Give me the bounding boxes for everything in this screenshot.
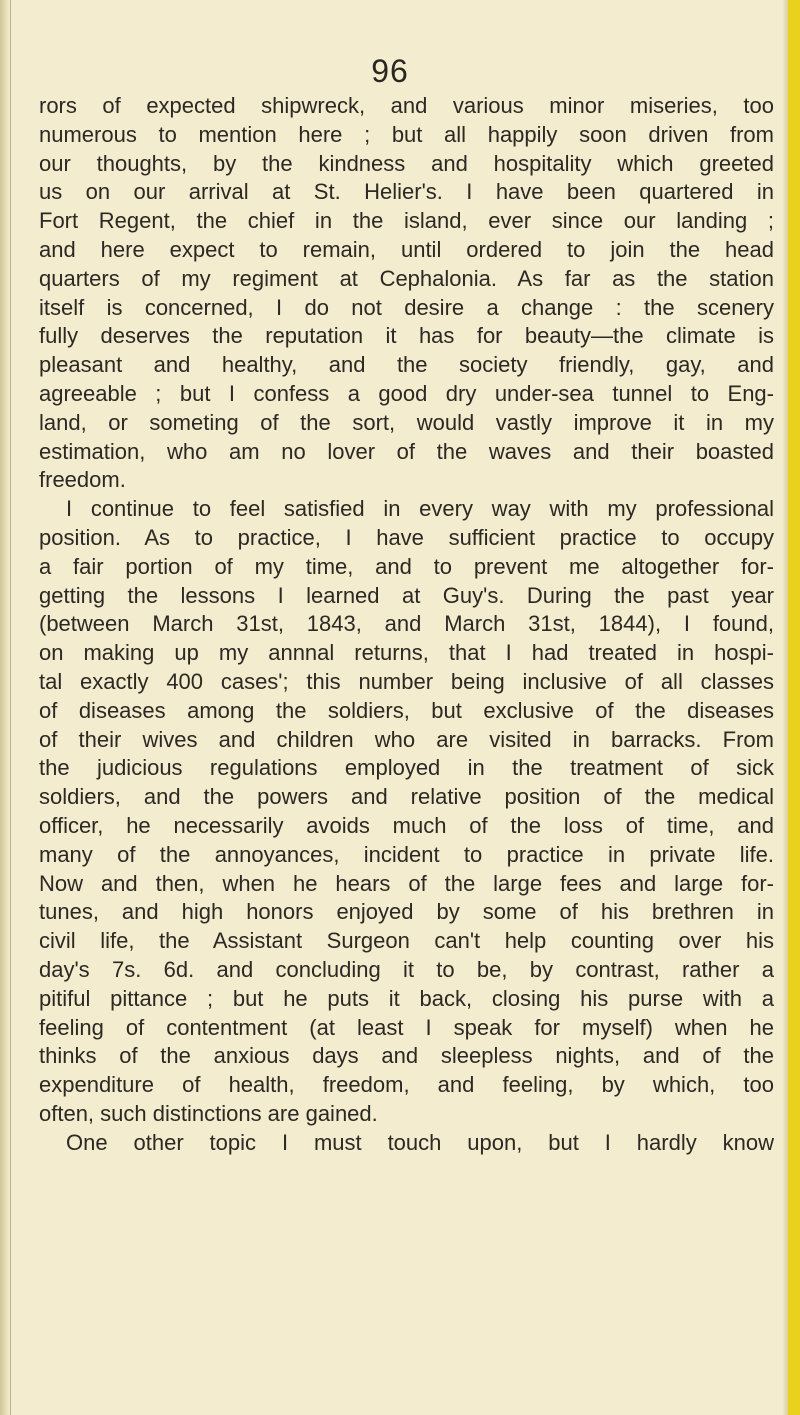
text-line: (between March 31st, 1843, and March 31st, 1844), I found, bbox=[39, 611, 774, 637]
gutter-line bbox=[10, 0, 11, 1415]
text-line: pitiful pittance ; but he puts it back, closing his purse with a bbox=[39, 985, 774, 1011]
text-line: position. As to practice, I have sufficient practice to occupy bbox=[39, 524, 774, 550]
text-line: officer, he necessarily avoids much of the loss of time, and bbox=[39, 812, 774, 838]
text-line: of their wives and children who are visited in barracks. From bbox=[39, 726, 774, 752]
text-line: a fair portion of my time, and to prevent me altogether for- bbox=[39, 553, 774, 579]
text-line: itself is concerned, I do not desire a change : the scenery bbox=[39, 294, 774, 320]
text-line: estimation, who am no lover of the waves and their boasted bbox=[39, 438, 774, 464]
text-line: civil life, the Assistant Surgeon can't help counting over his bbox=[39, 928, 774, 954]
text-line: Now and then, when he hears of the large fees and large for- bbox=[39, 870, 774, 896]
text-line: pleasant and healthy, and the society friendly, gay, and bbox=[39, 352, 774, 378]
text-line: expenditure of health, freedom, and feeling, by which, too bbox=[39, 1072, 774, 1098]
page-edge-band bbox=[788, 0, 800, 1415]
body-text bbox=[39, 92, 774, 1157]
page-number: 96 bbox=[371, 53, 409, 89]
text-line: and here expect to remain, until ordered to join the head bbox=[39, 236, 774, 262]
text-line: getting the lessons I learned at Guy's. During the past year bbox=[39, 582, 774, 608]
text-line: many of the annoyances, incident to practice in private life. bbox=[39, 841, 774, 867]
text-line: thinks of the anxious days and sleepless nights, and of the bbox=[39, 1043, 774, 1069]
text-line: land, or someting of the sort, would vastly improve it in my bbox=[39, 409, 774, 435]
text-line: One other topic I must touch upon, but I hardly know bbox=[66, 1129, 774, 1155]
page-gutter-shadow bbox=[0, 0, 10, 1415]
text-line: the judicious regulations employed in the treatment of sick bbox=[39, 755, 774, 781]
text-line: feeling of contentment (at least I speak for myself) when he bbox=[39, 1014, 774, 1040]
text-line: on making up my annnal returns, that I had treated in hospi- bbox=[39, 640, 774, 666]
text-line: soldiers, and the powers and relative position of the medical bbox=[39, 784, 774, 810]
text-line: of diseases among the soldiers, but exclusive of the diseases bbox=[39, 697, 774, 723]
text-line: numerous to mention here ; but all happily soon driven from bbox=[39, 121, 774, 147]
text-line: day's 7s. 6d. and concluding it to be, by contrast, rather a bbox=[39, 956, 774, 982]
text-line: tunes, and high honors enjoyed by some of his brethren in bbox=[39, 899, 774, 925]
text-line: I continue to feel satisfied in every way with my professional bbox=[66, 496, 774, 522]
text-line: quarters of my regiment at Cephalonia. As far as the station bbox=[39, 265, 774, 291]
text-line: fully deserves the reputation it has for beauty—the climate is bbox=[39, 323, 774, 349]
text-line: freedom. bbox=[39, 467, 126, 493]
text-line: often, such distinctions are gained. bbox=[39, 1100, 378, 1126]
text-line: Fort Regent, the chief in the island, ever since our landing ; bbox=[39, 208, 774, 234]
text-line: our thoughts, by the kindness and hospitality which greeted bbox=[39, 150, 774, 176]
text-line: rors of expected shipwreck, and various minor miseries, too bbox=[39, 93, 774, 118]
text-line: tal exactly 400 cases'; this number being inclusive of all classes bbox=[39, 668, 774, 694]
text-line: agreeable ; but I confess a good dry under-sea tunnel to Eng- bbox=[39, 380, 774, 406]
text-line: us on our arrival at St. Helier's. I have been quartered in bbox=[39, 179, 774, 205]
